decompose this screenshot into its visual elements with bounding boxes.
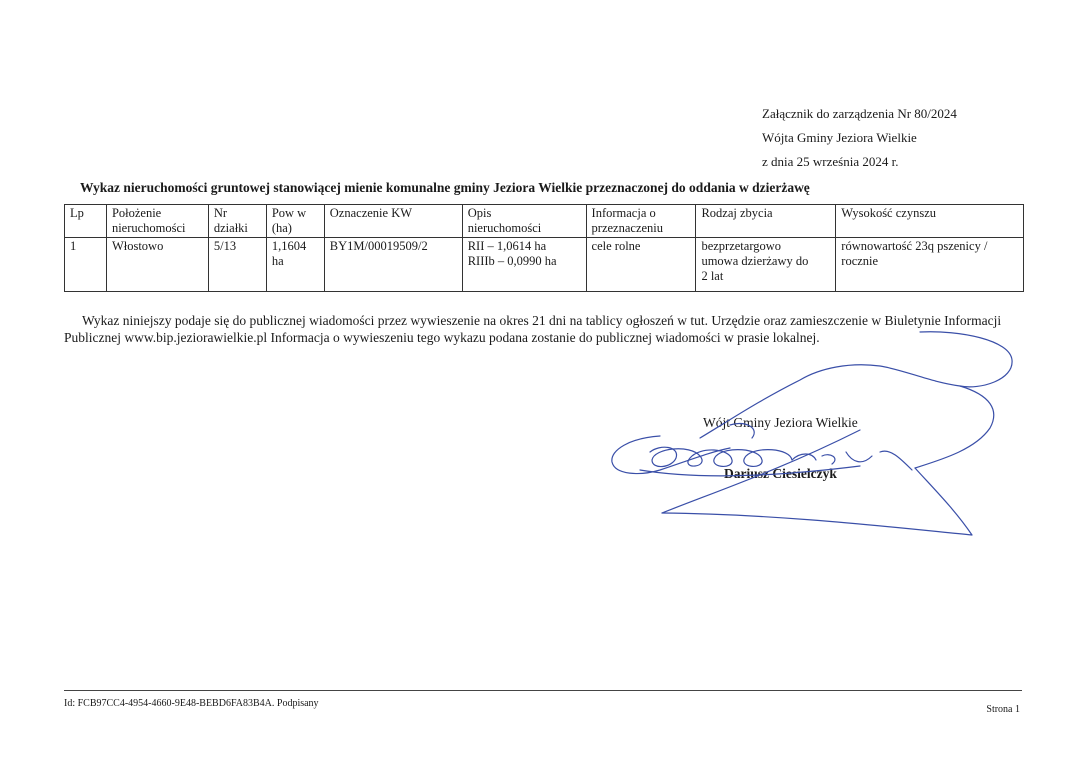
cell-polozenie: Włostowo: [106, 238, 208, 292]
header-informacja: Informacja o przeznaczeniu: [586, 205, 696, 238]
header-lp: Lp: [65, 205, 107, 238]
cell-informacja: cele rolne: [586, 238, 696, 292]
header-line-3: z dnia 25 września 2024 r.: [762, 154, 899, 169]
cell-wysokosc-czynszu: równowartość 23q pszenicy / rocznie: [836, 238, 1024, 292]
header-oznaczenie-kw: Oznaczenie KW: [324, 205, 462, 238]
header-line-2: Wójta Gminy Jeziora Wielkie: [762, 130, 917, 145]
signatory-role: Wójt Gminy Jeziora Wielkie: [703, 415, 858, 430]
header-rodzaj-zbycia: Rodzaj zbycia: [696, 205, 836, 238]
header-polozenie: Położenie nieruchomości: [106, 205, 208, 238]
footer-divider: [64, 690, 1022, 691]
footer-document-id: Id: FCB97CC4-4954-4660-9E48-BEBD6FA83B4A. Podpisany: [64, 698, 319, 709]
cell-oznaczenie-kw: BY1M/00019509/2: [324, 238, 462, 292]
cell-nr-dzialki: 5/13: [208, 238, 266, 292]
notice-paragraph: Wykaz niniejszy podaje się do publicznej wiadomości przez wywieszenie na okres 21 dni na tablicy ogłoszeń w tut. Urzędzie oraz zamieszczenie w Biuletynie Informacji Publicznej www.bip.jeziorawielkie.pl Informacja o wywieszeniu tego wykazu podana zostanie do publicznej wiadomości w prasie lokalnej.: [64, 312, 1002, 345]
header-nr-dzialki: Nr działki: [208, 205, 266, 238]
cell-powierzchnia: 1,1604 ha: [266, 238, 324, 292]
header-wysokosc-czynszu: Wysokość czynszu: [836, 205, 1024, 238]
footer-page-number: Strona 1: [986, 704, 1020, 715]
cell-rodzaj-zbycia: bezprzetargowo umowa dzierżawy do 2 lat: [696, 238, 836, 292]
header-powierzchnia: Pow w (ha): [266, 205, 324, 238]
header-line-1: Załącznik do zarządzenia Nr 80/2024: [762, 106, 957, 121]
cell-lp: 1: [65, 238, 107, 292]
document-title: Wykaz nieruchomości gruntowej stanowiącej mienie komunalne gminy Jeziora Wielkie przeznaczonej do oddania w dzierżawę: [80, 180, 810, 195]
header-opis: Opis nieruchomości: [462, 205, 586, 238]
signatory-name: Dariusz Ciesielczyk: [724, 466, 837, 481]
cell-opis: RII – 1,0614 ha RIIIb – 0,0990 ha: [462, 238, 586, 292]
